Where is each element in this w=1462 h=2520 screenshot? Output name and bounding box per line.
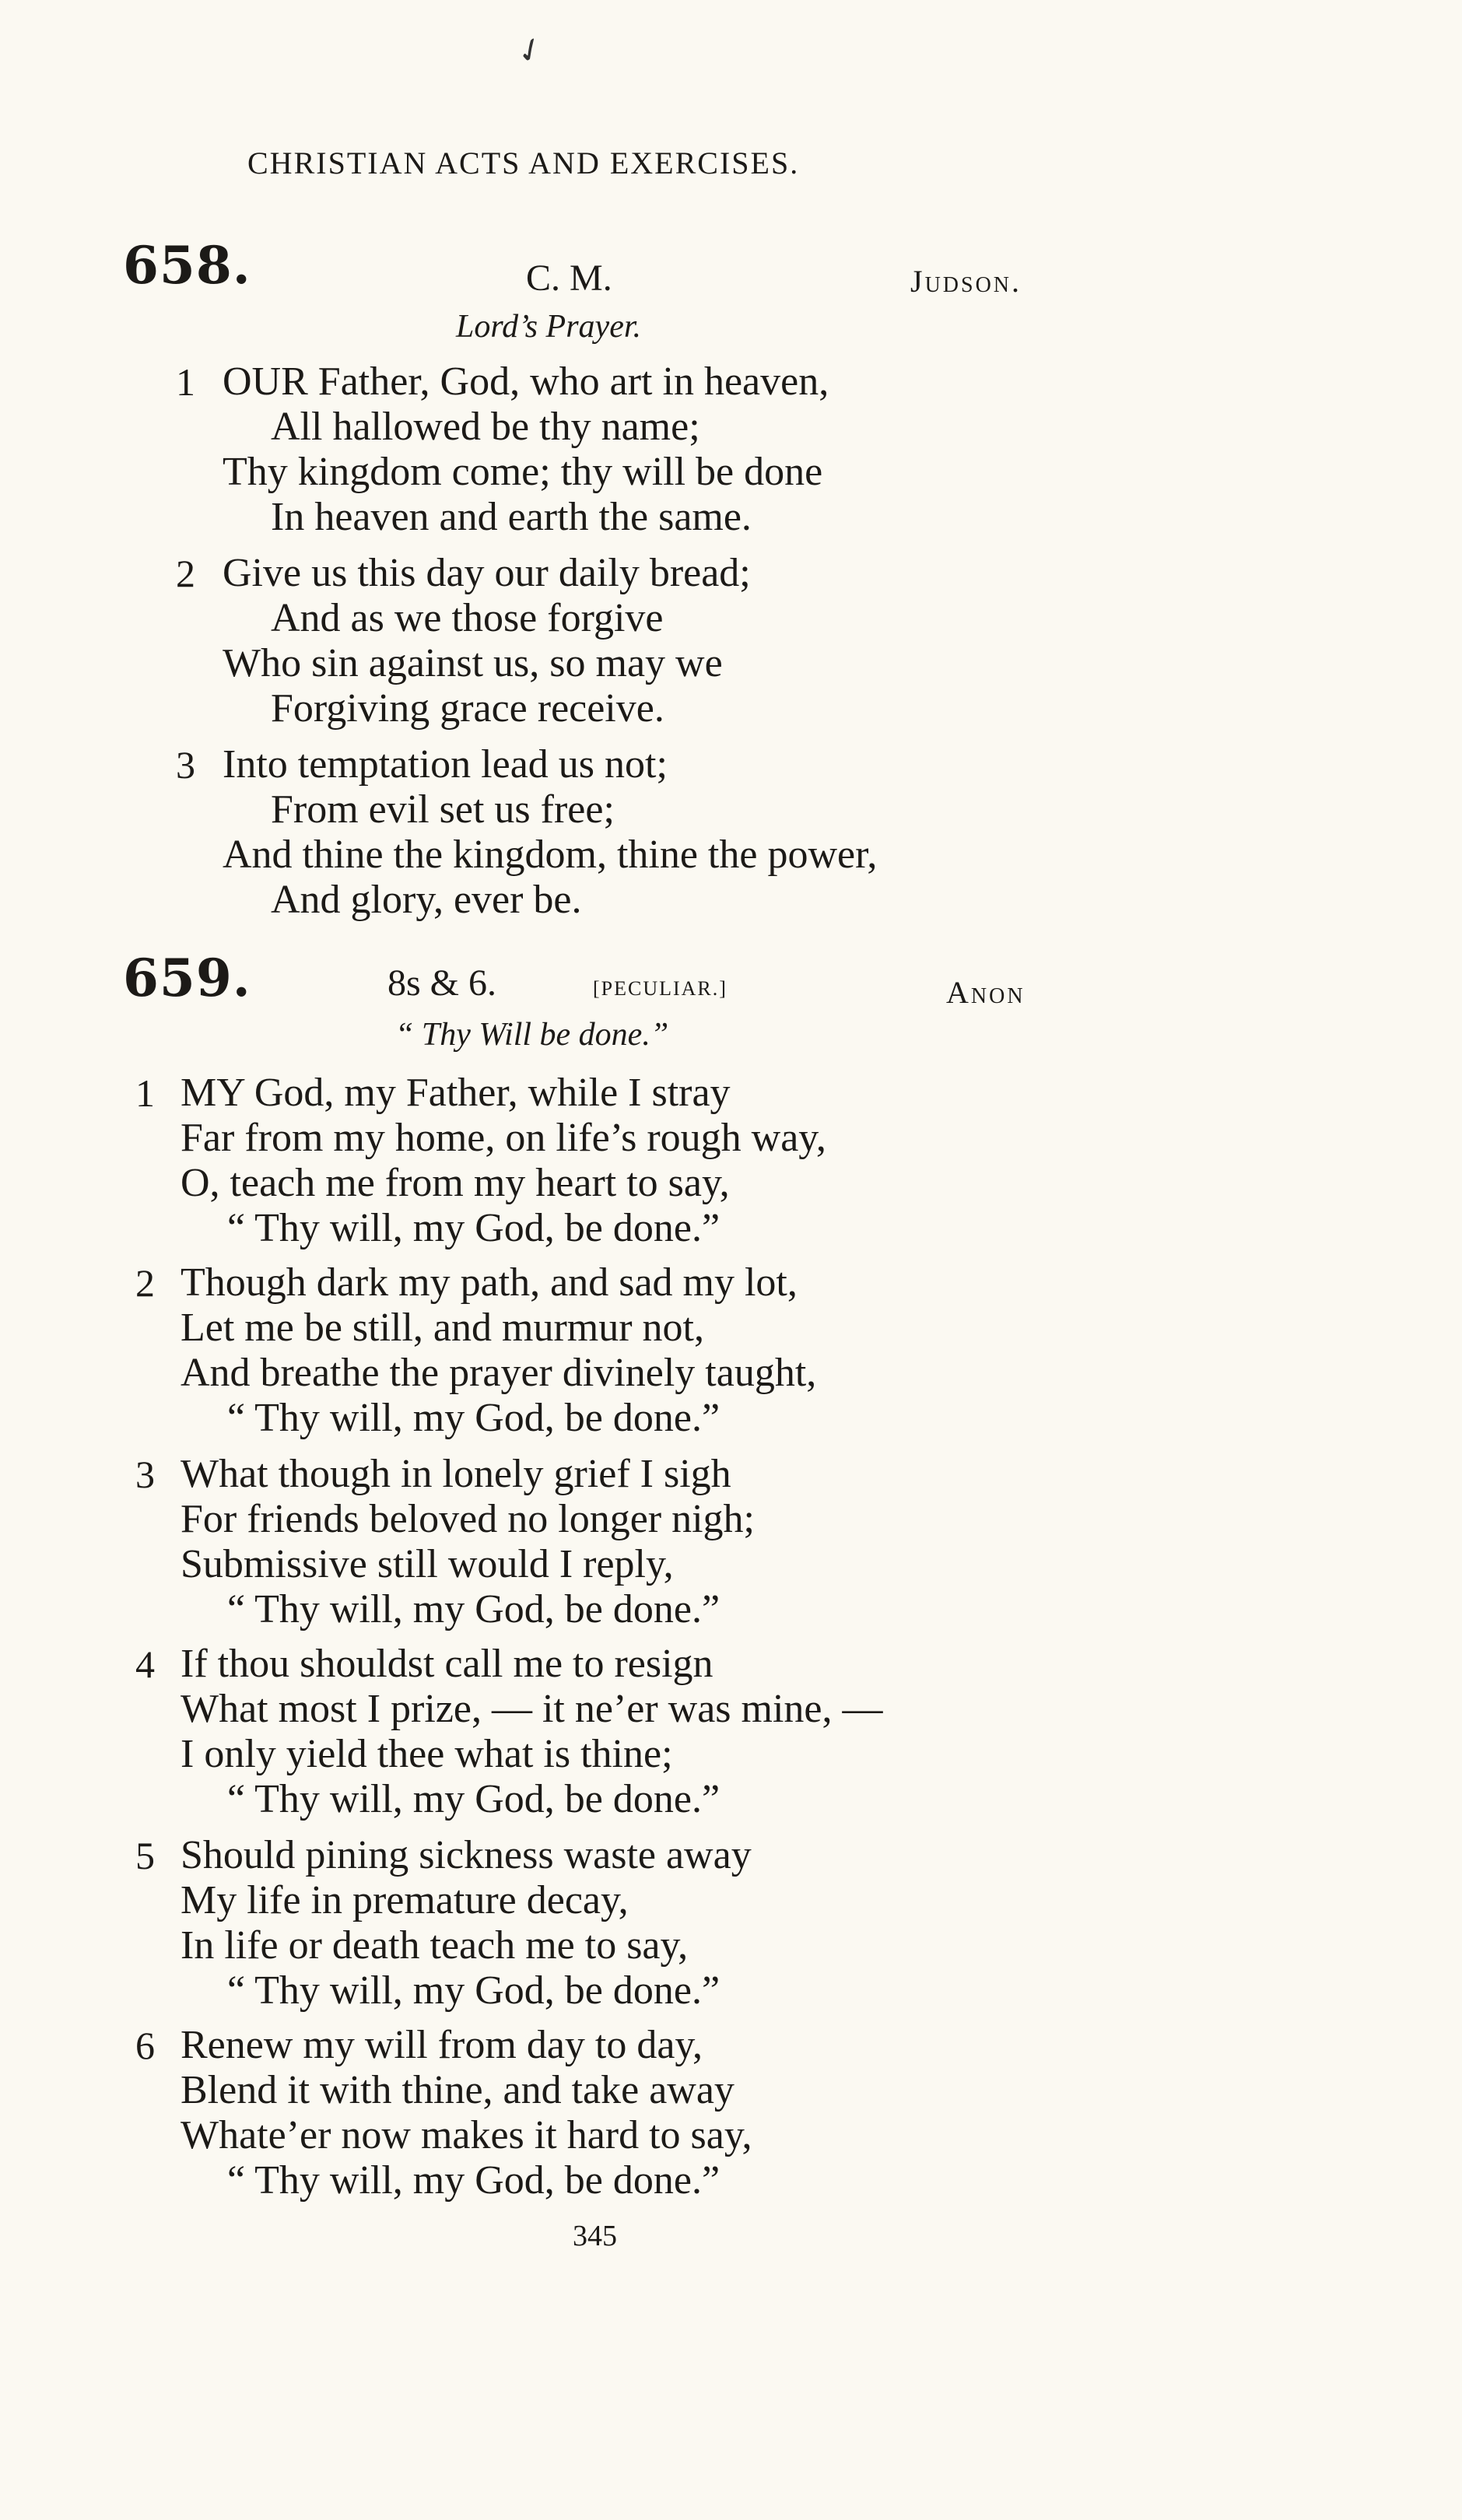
verse-line: All hallowed be thy name; (271, 405, 700, 449)
verse-line: If thou shouldst call me to resign (181, 1642, 713, 1686)
meter-note: [PECULIAR.] (593, 977, 727, 1000)
verse-number: 6 (135, 2024, 155, 2067)
verse-line: Give us this day our daily bread; (223, 551, 751, 595)
verse-line: And breathe the prayer divinely taught, (181, 1351, 817, 1395)
verse-number: 4 (135, 1642, 155, 1686)
hymn-number: 659. (123, 948, 251, 1008)
verse-line: Though dark my path, and sad my lot, (181, 1260, 798, 1305)
verse-line: Renew my will from day to day, (181, 2023, 703, 2067)
verse-line: My life in premature decay, (181, 1878, 629, 1922)
verse-number: 1 (176, 360, 195, 404)
verse-number: 2 (135, 1261, 155, 1305)
verse-line: “ Thy will, my God, be done.” (227, 1777, 720, 1821)
verse-line: O, teach me from my heart to say, (181, 1161, 730, 1205)
page-number: 345 (573, 2220, 617, 2252)
verse-line: Should pining sickness waste away (181, 1833, 752, 1877)
verse-number: 3 (176, 743, 195, 787)
verse-line: “ Thy will, my God, be done.” (227, 1396, 720, 1440)
verse-line: Submissive still would I reply, (181, 1542, 674, 1586)
verse-number: 5 (135, 1834, 155, 1877)
verse-line: Thy kingdom come; thy will be done (223, 450, 823, 494)
verse-line: MY God, my Father, while I stray (181, 1071, 731, 1115)
hymn-number: 658. (123, 235, 251, 296)
running-head: CHRISTIAN ACTS AND EXERCISES. (247, 145, 800, 181)
verse-line: “ Thy will, my God, be done.” (227, 1968, 720, 2013)
verse-line: “ Thy will, my God, be done.” (227, 1587, 720, 1632)
verse-line: Blend it with thine, and take away (181, 2068, 735, 2112)
verse-line: And thine the kingdom, thine the power, (223, 832, 878, 877)
verse-number: 3 (135, 1453, 155, 1496)
pencil-check-mark: ✓ (510, 29, 551, 74)
verse-line: For friends beloved no longer nigh; (181, 1497, 755, 1541)
verse-line: Forgiving grace receive. (271, 686, 664, 731)
hymn-author: Anon (946, 975, 1026, 1010)
verse-line: In life or death teach me to say, (181, 1923, 689, 1968)
verse-line: Far from my home, on life’s rough way, (181, 1116, 826, 1160)
verse-number: 2 (176, 552, 195, 595)
verse-number: 1 (135, 1071, 155, 1115)
verse-line: Whate’er now makes it hard to say, (181, 2113, 752, 2157)
verse-line: From evil set us free; (271, 787, 615, 832)
verse-line: I only yield thee what is thine; (181, 1732, 673, 1776)
verse-line: OUR Father, God, who art in heaven, (223, 359, 829, 404)
hymn-meter: C. M. (526, 258, 612, 299)
verse-line: What though in lonely grief I sigh (181, 1452, 731, 1496)
verse-line: “ Thy will, my God, be done.” (227, 1206, 720, 1250)
verse-line: Who sin against us, so may we (223, 641, 723, 685)
verse-line: “ Thy will, my God, be done.” (227, 2158, 720, 2203)
verse-line: And glory, ever be. (271, 878, 582, 922)
hymn-author: Judson. (910, 264, 1022, 299)
verse-line: In heaven and earth the same. (271, 495, 752, 539)
verse-line: And as we those forgive (271, 596, 664, 640)
hymn-meter: 8s & 6. (387, 962, 497, 1004)
hymn-title: Lord’s Prayer. (456, 309, 642, 345)
verse-line: Into temptation lead us not; (223, 742, 668, 787)
hymn-title: “ Thy Will be done.” (395, 1017, 669, 1053)
verse-line: Let me be still, and murmur not, (181, 1306, 704, 1350)
verse-line: What most I prize, — it ne’er was mine, — (181, 1687, 883, 1731)
